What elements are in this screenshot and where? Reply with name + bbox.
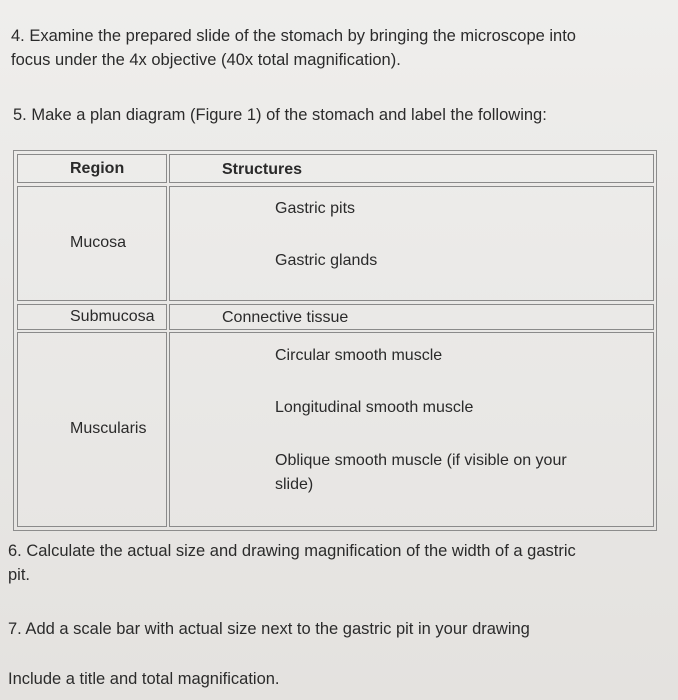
region-cell-submucosa [17,304,167,330]
title-note: Include a title and total magnification. [8,670,280,688]
header-structures: Structures [222,161,303,178]
question-7: 7. Add a scale bar with actual size next to the gastric pit in your drawing [8,620,530,638]
question-6 [8,539,658,587]
question-4-line-2: focus under the 4x objective (40x total magnification). [11,51,401,69]
region-mucosa: Mucosa [70,234,127,251]
structures-cell-muscularis [169,332,654,527]
question-5: 5. Make a plan diagram (Figure 1) of the stomach and label the following: [13,106,547,124]
header-structures-cell [169,154,654,183]
header-region: Region [70,160,125,177]
region-cell-muscularis [17,332,167,527]
region-submucosa: Submucosa [70,308,155,325]
structure-connective-tissue: Connective tissue [222,309,349,326]
question-6-line-2: pit. [8,566,31,584]
header-region-cell [17,154,167,183]
structure-gastric-pits: Gastric pits [275,200,356,217]
structures-cell-submucosa [169,304,654,330]
region-muscularis: Muscularis [70,420,147,437]
stomach-structures-table [13,150,657,531]
region-cell-mucosa [17,186,167,301]
question-6-line-1: 6. Calculate the actual size and drawing magnification of the width of a gastric [8,542,576,560]
structures-cell-mucosa [169,186,654,301]
structure-longitudinal-smooth-muscle: Longitudinal smooth muscle [275,399,474,416]
structure-circular-smooth-muscle: Circular smooth muscle [275,347,443,364]
structure-oblique-smooth-muscle: Oblique smooth muscle (if visible on your slide) [275,452,567,493]
structure-gastric-glands: Gastric glands [275,252,378,269]
question-4-line-1: 4. Examine the prepared slide of the stomach by bringing the microscope into [11,27,576,45]
question-4 [11,24,651,72]
